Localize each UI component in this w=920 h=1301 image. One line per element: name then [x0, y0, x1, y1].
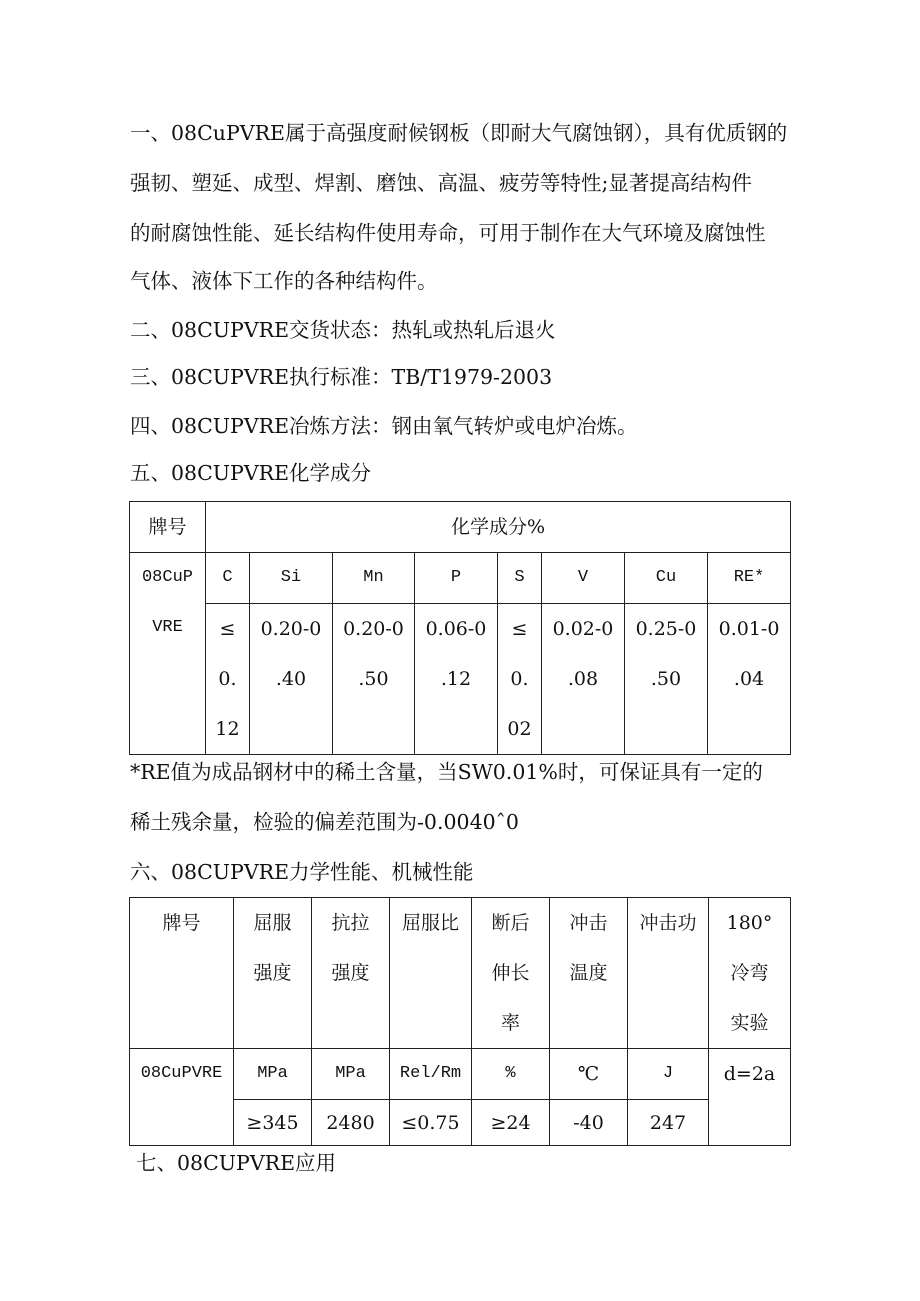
mech-cold-bend-value: d=2a — [709, 1049, 791, 1146]
chem-element-si: Si — [250, 553, 333, 604]
mech-unit-elongation: % — [472, 1049, 550, 1100]
chemical-composition-table — [129, 501, 791, 755]
mech-value-yield: ≥345 — [234, 1100, 312, 1146]
mechanical-properties-table — [129, 897, 791, 1146]
chem-value-re: 0.01-0 .04 — [708, 604, 791, 755]
para-intro-line-2: 强韧、塑延、成型、焊割、磨蚀、高温、疲劳等特性;显著提高结构件 — [130, 171, 752, 195]
mech-header-impact-energy: 冲击功 — [628, 898, 709, 1049]
chem-element-c: C — [206, 553, 250, 604]
para-intro-line-4: 气体、液体下工作的各种结构件。 — [130, 269, 438, 293]
chem-group-header: 化学成分% — [206, 502, 791, 553]
chem-element-s: S — [498, 553, 542, 604]
para-intro-line-1: 一、08CuPVRE属于高强度耐候钢板（即耐大气腐蚀钢），具有优质钢的 — [130, 121, 788, 145]
section-delivery-state: 二、08CUPVRE交货状态：热轧或热轧后退火 — [130, 318, 556, 342]
chem-value-cu: 0.25-0 .50 — [625, 604, 708, 755]
mech-header-elongation: 断后 伸长 率 — [472, 898, 550, 1049]
mech-header-tensile-strength: 抗拉 强度 — [312, 898, 390, 1049]
mech-unit-energy: J — [628, 1049, 709, 1100]
chem-value-p: 0.06-0 .12 — [415, 604, 498, 755]
mech-grade-cell: 08CuPVRE — [130, 1049, 234, 1146]
para-intro-line-3: 的耐腐蚀性能、延长结构件使用寿命，可用于制作在大气环境及腐蚀性 — [130, 221, 766, 245]
mech-unit-tensile: MPa — [312, 1049, 390, 1100]
chem-value-s: ≤ 0. 02 — [498, 604, 542, 755]
mech-unit-ratio: Rel/Rm — [390, 1049, 472, 1100]
note-re-line-1: *RE值为成品钢材中的稀土含量，当SW0.01%时，可保证具有一定的 — [130, 760, 763, 784]
chem-element-re: RE* — [708, 553, 791, 604]
mech-value-temp: -40 — [550, 1100, 628, 1146]
chem-element-p: P — [415, 553, 498, 604]
mech-header-grade: 牌号 — [130, 898, 234, 1049]
chem-value-mn: 0.20-0 .50 — [333, 604, 415, 755]
mech-header-cold-bend: 180° 冷弯 实验 — [709, 898, 791, 1049]
mech-header-yield-ratio: 屈服比 — [390, 898, 472, 1049]
section-chemical-title: 五、08CUPVRE化学成分 — [130, 461, 372, 485]
chem-value-si: 0.20-0 .40 — [250, 604, 333, 755]
mech-value-energy: 247 — [628, 1100, 709, 1146]
chem-element-cu: Cu — [625, 553, 708, 604]
mech-header-impact-temp: 冲击 温度 — [550, 898, 628, 1049]
mech-unit-yield: MPa — [234, 1049, 312, 1100]
section-smelting: 四、08CUPVRE冶炼方法：钢由氧气转炉或电炉冶炼。 — [130, 414, 638, 438]
section-standard: 三、08CUPVRE执行标准：TB/T1979-2003 — [130, 365, 553, 389]
mech-unit-temp: ℃ — [550, 1049, 628, 1100]
chem-element-mn: Mn — [333, 553, 415, 604]
chem-grade-header: 牌号 — [130, 502, 206, 553]
note-re-line-2: 稀土残余量，检验的偏差范围为-0.0040ˆ0 — [130, 810, 519, 834]
section-mechanical-title: 六、08CUPVRE力学性能、机械性能 — [130, 860, 474, 884]
chem-element-v: V — [542, 553, 625, 604]
chem-grade-cell: 08CuP VRE — [130, 553, 206, 755]
mech-value-elongation: ≥24 — [472, 1100, 550, 1146]
section-application-title: 七、08CUPVRE应用 — [136, 1151, 337, 1175]
chem-value-v: 0.02-0 .08 — [542, 604, 625, 755]
mech-value-ratio: ≤0.75 — [390, 1100, 472, 1146]
mech-value-tensile: 2480 — [312, 1100, 390, 1146]
mech-header-yield-strength: 屈服 强度 — [234, 898, 312, 1049]
chem-value-c: ≤ 0. 12 — [206, 604, 250, 755]
